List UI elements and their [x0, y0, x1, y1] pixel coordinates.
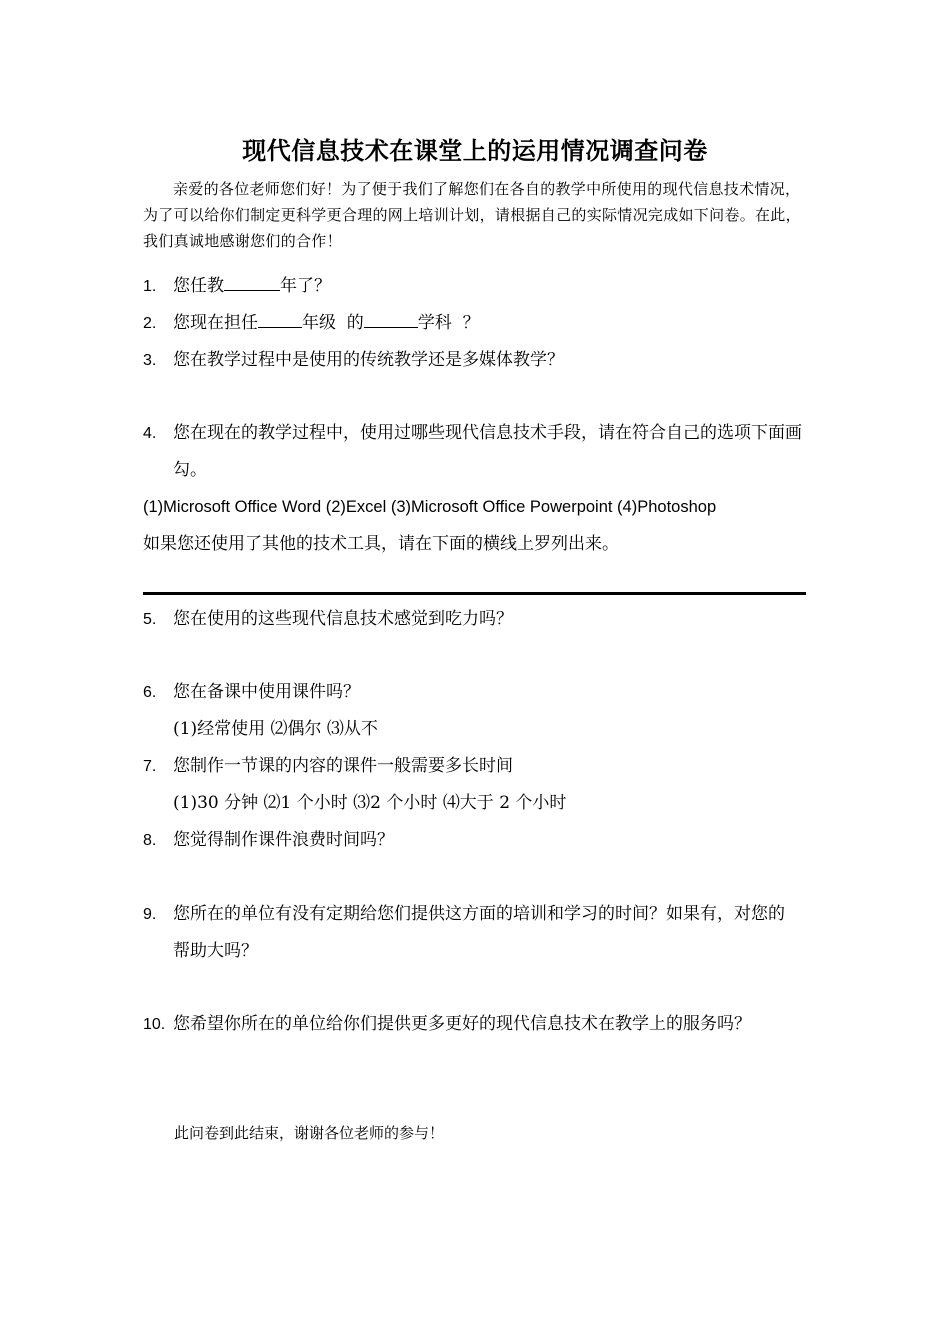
answer-line-other-tools[interactable]: [143, 592, 806, 595]
question-number: 5.: [143, 611, 157, 628]
answer-blank-grade[interactable]: [258, 305, 302, 328]
question-number: 7.: [143, 758, 157, 775]
q7-option-2hours[interactable]: ⑶2 个小时: [353, 793, 438, 813]
question-number: 6.: [143, 684, 157, 701]
q6-option-sometimes[interactable]: ⑵偶尔: [270, 719, 322, 739]
question-number: 9.: [143, 906, 157, 923]
question-text: 您在现在的教学过程中，使用过哪些现代信息技术手段，请在符合自己的选项下面画勾。: [173, 423, 802, 480]
question-text: 您在教学过程中是使用的传统教学还是多媒体教学？: [173, 350, 564, 370]
question-number: 10.: [143, 1016, 166, 1033]
intro-paragraph: 亲爱的各位老师您们好！为了便于我们了解您们在各自的教学中所使用的现代信息技术情况，为了可以给你们制定更科学更合理的网上培训计划，请根据自己的实际情况完成如下问卷。在此，我们真诚地感谢您们的合作！: [143, 180, 801, 250]
document-title: 现代信息技术在课堂上的运用情况调查问卷: [242, 137, 708, 165]
q7-options: [173, 785, 566, 822]
question-text: 您所在的单位有没有定期给您们提供这方面的培训和学习的时间？如果有，对您的 帮助大吗？: [173, 904, 796, 961]
q7-option-over-2hours[interactable]: ⑷大于 2 个小时: [442, 793, 567, 813]
question-number: 3.: [143, 352, 157, 369]
q7-option-30min[interactable]: (1)30 分钟: [173, 793, 259, 813]
q7-option-1hour[interactable]: ⑵1 个小时: [263, 793, 348, 813]
q4-other-tools-prompt: 如果您还使用了其他的技术工具，请在下面的横线上罗列出来。: [143, 534, 619, 554]
question-number: 4.: [143, 425, 157, 442]
question-number: 1.: [143, 278, 157, 295]
q6-option-never[interactable]: ⑶从不: [326, 719, 378, 739]
closing-note: 此问卷到此结束，谢谢各位老师的参与！: [174, 1124, 445, 1142]
question-number: 2.: [143, 315, 157, 332]
question-text: 您希望你所在的单位给你们提供更多更好的现代信息技术在教学上的服务吗？: [173, 1014, 751, 1034]
answer-blank-years[interactable]: [224, 268, 280, 291]
question-text: 您在备课中使用课件吗？: [173, 682, 360, 702]
q6-options: [173, 711, 378, 748]
question-text: 您觉得制作课件浪费时间吗？: [173, 830, 394, 850]
question-text: 您在使用的这些现代信息技术感觉到吃力吗？: [173, 609, 513, 629]
question-text: 您任教 年了？: [173, 268, 331, 305]
question-number: 8.: [143, 832, 157, 849]
answer-blank-subject[interactable]: [364, 305, 418, 328]
q4-options: (1)Microsoft Office Word (2)Excel (3)Microsoft Office Powerpoint (4)Photoshop: [143, 498, 717, 516]
question-text: 您现在担任 年级 的 学科 ？: [173, 305, 480, 342]
question-text: 您制作一节课的内容的课件一般需要多长时间: [173, 756, 513, 776]
q6-option-often[interactable]: (1)经常使用: [173, 719, 266, 739]
